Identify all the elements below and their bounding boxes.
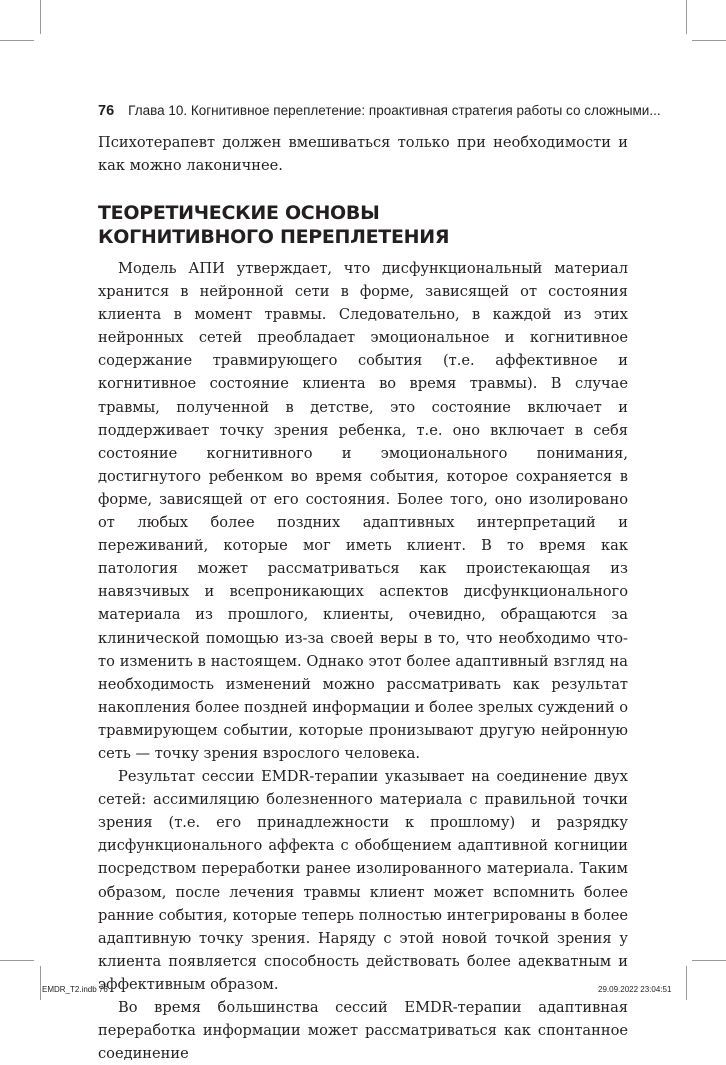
- section-heading-line: КОГНИТИВНОГО ПЕРЕПЛЕТЕНИЯ: [98, 226, 450, 248]
- intro-paragraph: Психотерапевт должен вмешиваться только при необходимости и как можно лаконичнее.: [98, 134, 628, 175]
- footer-timestamp: 29.09.2022 23:04:51: [598, 985, 672, 994]
- section-heading: [98, 201, 628, 249]
- crop-mark: [692, 960, 726, 961]
- crop-mark: [686, 0, 687, 34]
- crop-mark: [0, 40, 34, 41]
- paragraph: Результат сессии EMDR-терапии указывает на соединение двух сетей: ассимиляцию болезненного материала с правильной точки зрения (т.е. его принадлежности к прошлому) и разрядку дисфункционального аффекта с обобщением адаптивной когниции посредством переработки ранее изолированного материала. Таким образом, после лечения травмы клиент может вспомнить более ранние события, которые теперь полностью интегрированы в более адаптивную точку зрения. Наряду с этой новой точкой зрения у клиента появляется способность действовать более адекватным и эффективным образом.: [98, 768, 628, 993]
- crop-mark: [0, 960, 34, 961]
- running-title: Глава 10. Когнитивное переплетение: проактивная стратегия работы со сложными...: [128, 103, 661, 118]
- crop-mark: [692, 40, 726, 41]
- crop-mark: [686, 966, 687, 1000]
- crop-mark: [40, 966, 41, 1000]
- paragraph: Во время большинства сессий EMDR-терапии адаптивная переработка информации может рассматриваться как спонтанное соединение: [98, 999, 628, 1063]
- section-heading-line: ТЕОРЕТИЧЕСКИЕ ОСНОВЫ: [98, 202, 380, 224]
- paragraph: Модель АПИ утверждает, что дисфункциональный материал хранится в нейронной сети в форме, зависящей от состояния клиента в момент травмы. Следовательно, в каждой из этих нейронных сетей преобладает эмоциональное и когнитивное содержание травмирующего события (т.е. аффективное и когнитивное состояние клиента во время травмы). В случае травмы, полученной в детстве, это состояние включает и поддерживает точку зрения ребенка, т.е. оно включает в себя состояние когнитивного и эмоционального понимания, достигнутого ребенком во время события, которое сохраняется в форме, зависящей от его состояния. Более того, оно изолировано от любых более поздних адаптивных интерпретаций и переживаний, которые мог иметь клиент. В то время как патология может рассматриваться как проистекающая из навязчивых и всепроникающих аспектов дисфункционального материала из прошлого, клиенты, очевидно, обращаются за клинической помощью из-за своей веры в то, что необходимо что-то изменить в настоящем. Однако этот более адаптивный взгляд на необходимость изменений можно рассматривать как результат накопления более поздней информации и более зрелых суждений о травмирующем событии, которые пронизывают другую нейронную сеть — точку зрения взрослого человека.: [98, 260, 628, 762]
- running-header: [98, 101, 661, 121]
- page-number: 76: [98, 103, 115, 119]
- section-body: [98, 257, 628, 1065]
- footer-file-info: EMDR_T2.indb 76: [42, 985, 108, 994]
- crop-mark: [40, 0, 41, 34]
